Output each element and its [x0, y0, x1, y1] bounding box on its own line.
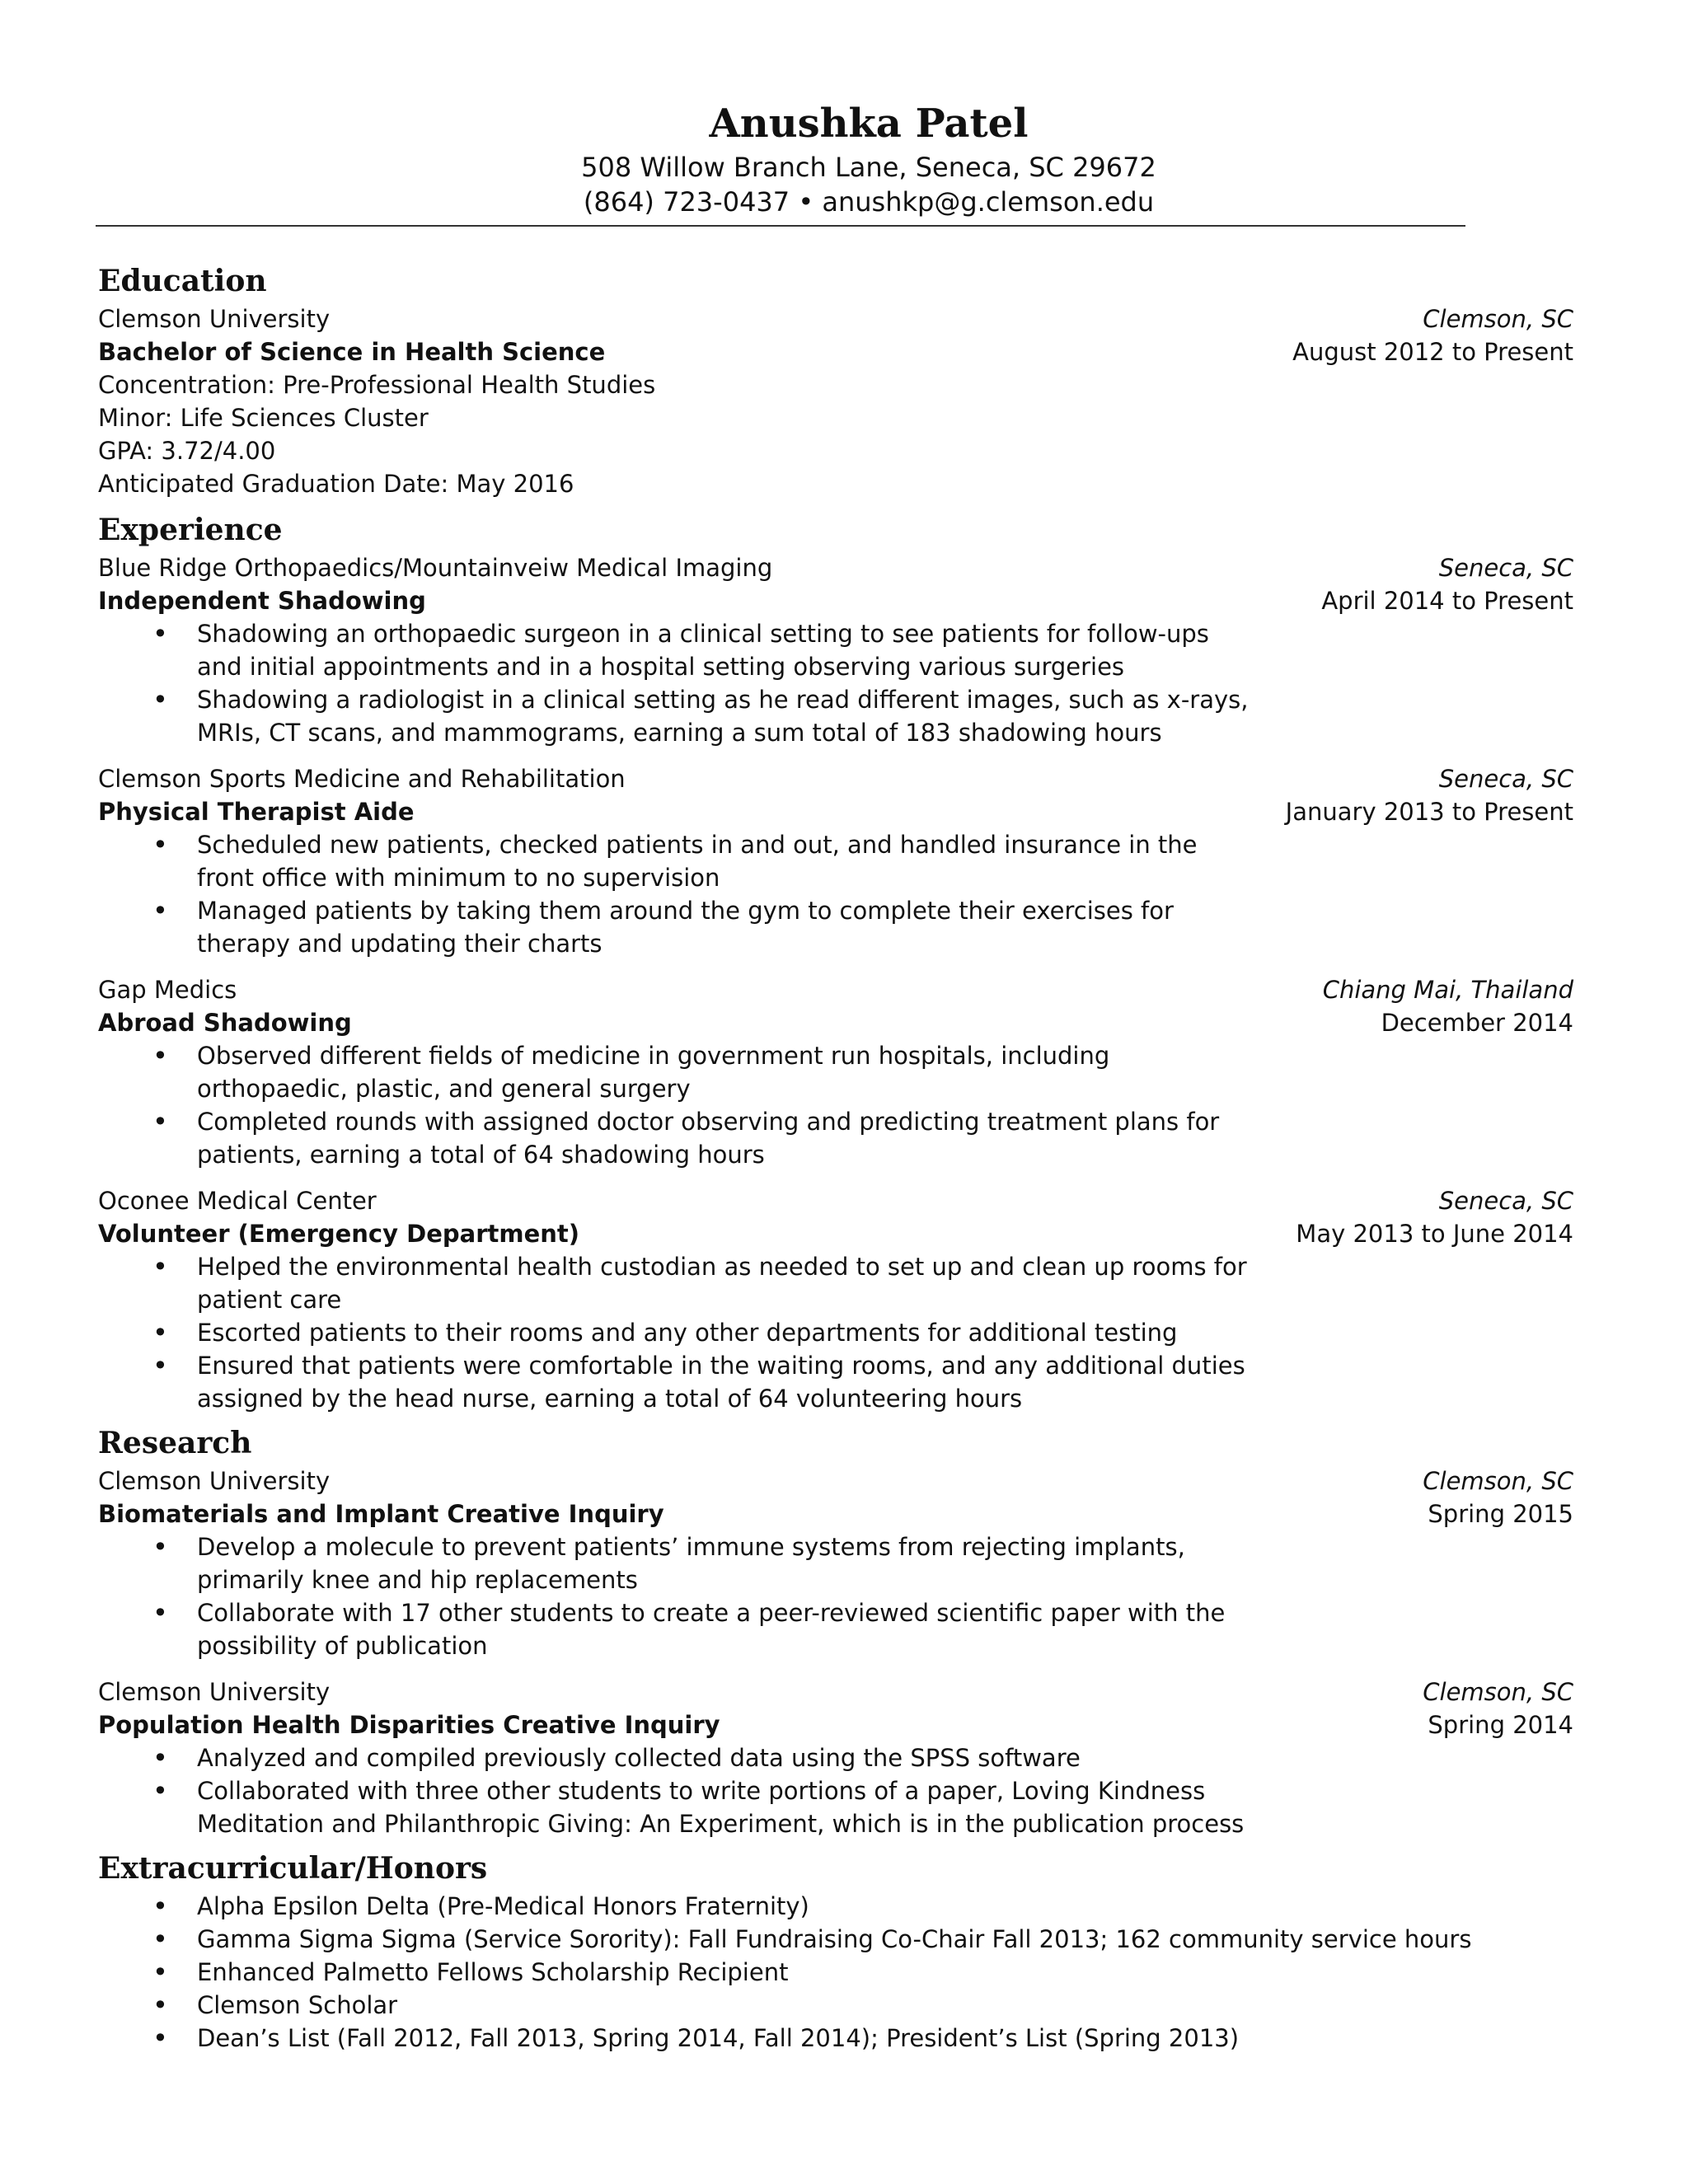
bullet-item: • Observed different fields of medicine in government run hospitals, including orthopaedic, plastic, and general surgery: [98, 1039, 1252, 1105]
entry-role-line: [98, 1497, 1573, 1530]
resume-header: [0, 97, 1688, 219]
experience-entry: [98, 973, 1573, 1171]
bullet-item: • Shadowing a radiologist in a clinical setting as he read different images, such as x-rays, MRIs, CT scans, and mammograms, earning a sum total of 183 shadowing hours: [98, 683, 1252, 749]
role-title: Biomaterials and Implant Creative Inquiry: [98, 1500, 664, 1528]
organization-name: Clemson Sports Medicine and Rehabilitation: [98, 765, 626, 793]
bullet-item: • Managed patients by taking them around the gym to complete their exercises for therapy and updating their charts: [98, 894, 1252, 960]
honor-item: • Clemson Scholar: [98, 1989, 1499, 2022]
research-list: [98, 1465, 1573, 1840]
entry-bullets: [98, 1530, 1573, 1662]
education-degree-line: [98, 335, 1573, 368]
entry-dates: April 2014 to Present: [1321, 587, 1573, 615]
organization-name: Oconee Medical Center: [98, 1187, 377, 1215]
bullet-item: • Shadowing an orthopaedic surgeon in a clinical setting to see patients for follow-ups and initial appointments and in a hospital setting observing various surgeries: [98, 617, 1252, 683]
section-title-extracurricular: Extracurricular/Honors: [98, 1851, 488, 1886]
role-title: Volunteer (Emergency Department): [98, 1220, 580, 1248]
experience-entry: [98, 762, 1573, 960]
entry-org-line: [98, 1465, 1573, 1497]
entry-bullets: [98, 617, 1573, 749]
resume-body: [98, 251, 1573, 2055]
graduation-date: Anticipated Graduation Date: May 2016: [98, 470, 574, 498]
entry-org-line: [98, 973, 1573, 1006]
entry-org-line: [98, 551, 1573, 584]
entry-org-line: [98, 1184, 1573, 1217]
section-title-education: Education: [98, 264, 267, 298]
research-entry: [98, 1465, 1573, 1662]
entry-role-line: [98, 795, 1573, 828]
section-title-experience: Experience: [98, 513, 283, 547]
entry-role-line: [98, 1006, 1573, 1039]
header-divider: [96, 225, 1465, 227]
minor: Minor: Life Sciences Cluster: [98, 404, 429, 432]
bullet-item: • Collaborate with 17 other students to create a peer-reviewed scientific paper with the possibility of publication: [98, 1596, 1252, 1662]
bullet-item: • Escorted patients to their rooms and any other departments for additional testing: [98, 1316, 1252, 1349]
entry-dates: January 2013 to Present: [1285, 798, 1573, 826]
research-entry: [98, 1675, 1573, 1840]
entry-location: Seneca, SC: [1438, 765, 1573, 793]
education-section: [98, 260, 1573, 500]
organization-name: Clemson University: [98, 1678, 331, 1706]
role-title: Abroad Shadowing: [98, 1009, 352, 1037]
experience-entry: [98, 551, 1573, 749]
role-title: Independent Shadowing: [98, 587, 426, 615]
honor-item: • Alpha Epsilon Delta (Pre-Medical Honors Fraternity): [98, 1890, 1499, 1923]
section-title-research: Research: [98, 1426, 252, 1460]
bullet-item: • Ensured that patients were comfortable in the waiting rooms, and any additional duties assigned by the head nurse, earning a total of 64 volunteering hours: [98, 1349, 1252, 1415]
bullet-item: • Helped the environmental health custodian as needed to set up and clean up rooms for patient care: [98, 1250, 1252, 1316]
degree: Bachelor of Science in Health Science: [98, 338, 606, 366]
entry-location: Clemson, SC: [1423, 1467, 1573, 1495]
extracurricular-section: [98, 1847, 1573, 2055]
entry-dates: Spring 2014: [1428, 1711, 1573, 1739]
bullet-item: • Analyzed and compiled previously collected data using the SPSS software: [98, 1741, 1252, 1774]
school-name: Clemson University: [98, 305, 331, 333]
bullet-item: • Develop a molecule to prevent patients’ immune systems from rejecting implants, primarily knee and hip replacements: [98, 1530, 1252, 1596]
entry-role-line: [98, 1708, 1573, 1741]
entry-location: Seneca, SC: [1438, 554, 1573, 582]
research-section: [98, 1422, 1573, 1840]
phone-email: (864) 723-0437 • anushkp@g.clemson.edu: [583, 186, 1155, 218]
entry-bullets: [98, 1741, 1573, 1840]
education-school-line: [98, 302, 1573, 335]
honor-item: • Dean’s List (Fall 2012, Fall 2013, Spring 2014, Fall 2014); President’s List (Spring 2013): [98, 2022, 1499, 2055]
experience-section: [98, 509, 1573, 1415]
education-dates: August 2012 to Present: [1292, 338, 1573, 366]
entry-location: Seneca, SC: [1438, 1187, 1573, 1215]
entry-dates: May 2013 to June 2014: [1296, 1220, 1573, 1248]
bullet-item: • Completed rounds with assigned doctor observing and predicting treatment plans for patients, earning a total of 64 shadowing hours: [98, 1105, 1252, 1171]
entry-bullets: [98, 1039, 1573, 1171]
entry-bullets: [98, 828, 1573, 960]
address: 508 Willow Branch Lane, Seneca, SC 29672: [581, 152, 1156, 183]
role-title: Physical Therapist Aide: [98, 798, 415, 826]
bullet-item: • Collaborated with three other students to write portions of a paper, Loving Kindness Meditation and Philanthropic Giving: An Experiment, which is in the publication process: [98, 1774, 1252, 1840]
school-location: Clemson, SC: [1423, 305, 1573, 333]
role-title: Population Health Disparities Creative Inquiry: [98, 1711, 720, 1739]
entry-role-line: [98, 584, 1573, 617]
entry-location: Chiang Mai, Thailand: [1322, 976, 1573, 1004]
concentration: Concentration: Pre-Professional Health Studies: [98, 371, 656, 399]
gpa: GPA: 3.72/4.00: [98, 437, 276, 465]
entry-role-line: [98, 1217, 1573, 1250]
experience-list: [98, 551, 1573, 1415]
entry-location: Clemson, SC: [1423, 1678, 1573, 1706]
entry-org-line: [98, 1675, 1573, 1708]
experience-entry: [98, 1184, 1573, 1415]
honor-item: • Enhanced Palmetto Fellows Scholarship Recipient: [98, 1956, 1499, 1989]
organization-name: Clemson University: [98, 1467, 331, 1495]
bullet-item: • Scheduled new patients, checked patients in and out, and handled insurance in the front office with minimum to no supervision: [98, 828, 1252, 894]
organization-name: Blue Ridge Orthopaedics/Mountainveiw Medical Imaging: [98, 554, 773, 582]
entry-org-line: [98, 762, 1573, 795]
entry-dates: December 2014: [1381, 1009, 1573, 1037]
entry-dates: Spring 2015: [1428, 1500, 1573, 1528]
candidate-name: Anushka Patel: [709, 101, 1029, 147]
extracurricular-list: [98, 1890, 1573, 2055]
organization-name: Gap Medics: [98, 976, 237, 1004]
entry-bullets: [98, 1250, 1573, 1415]
honor-item: • Gamma Sigma Sigma (Service Sorority): Fall Fundraising Co-Chair Fall 2013; 162 community service hours: [98, 1923, 1499, 1956]
